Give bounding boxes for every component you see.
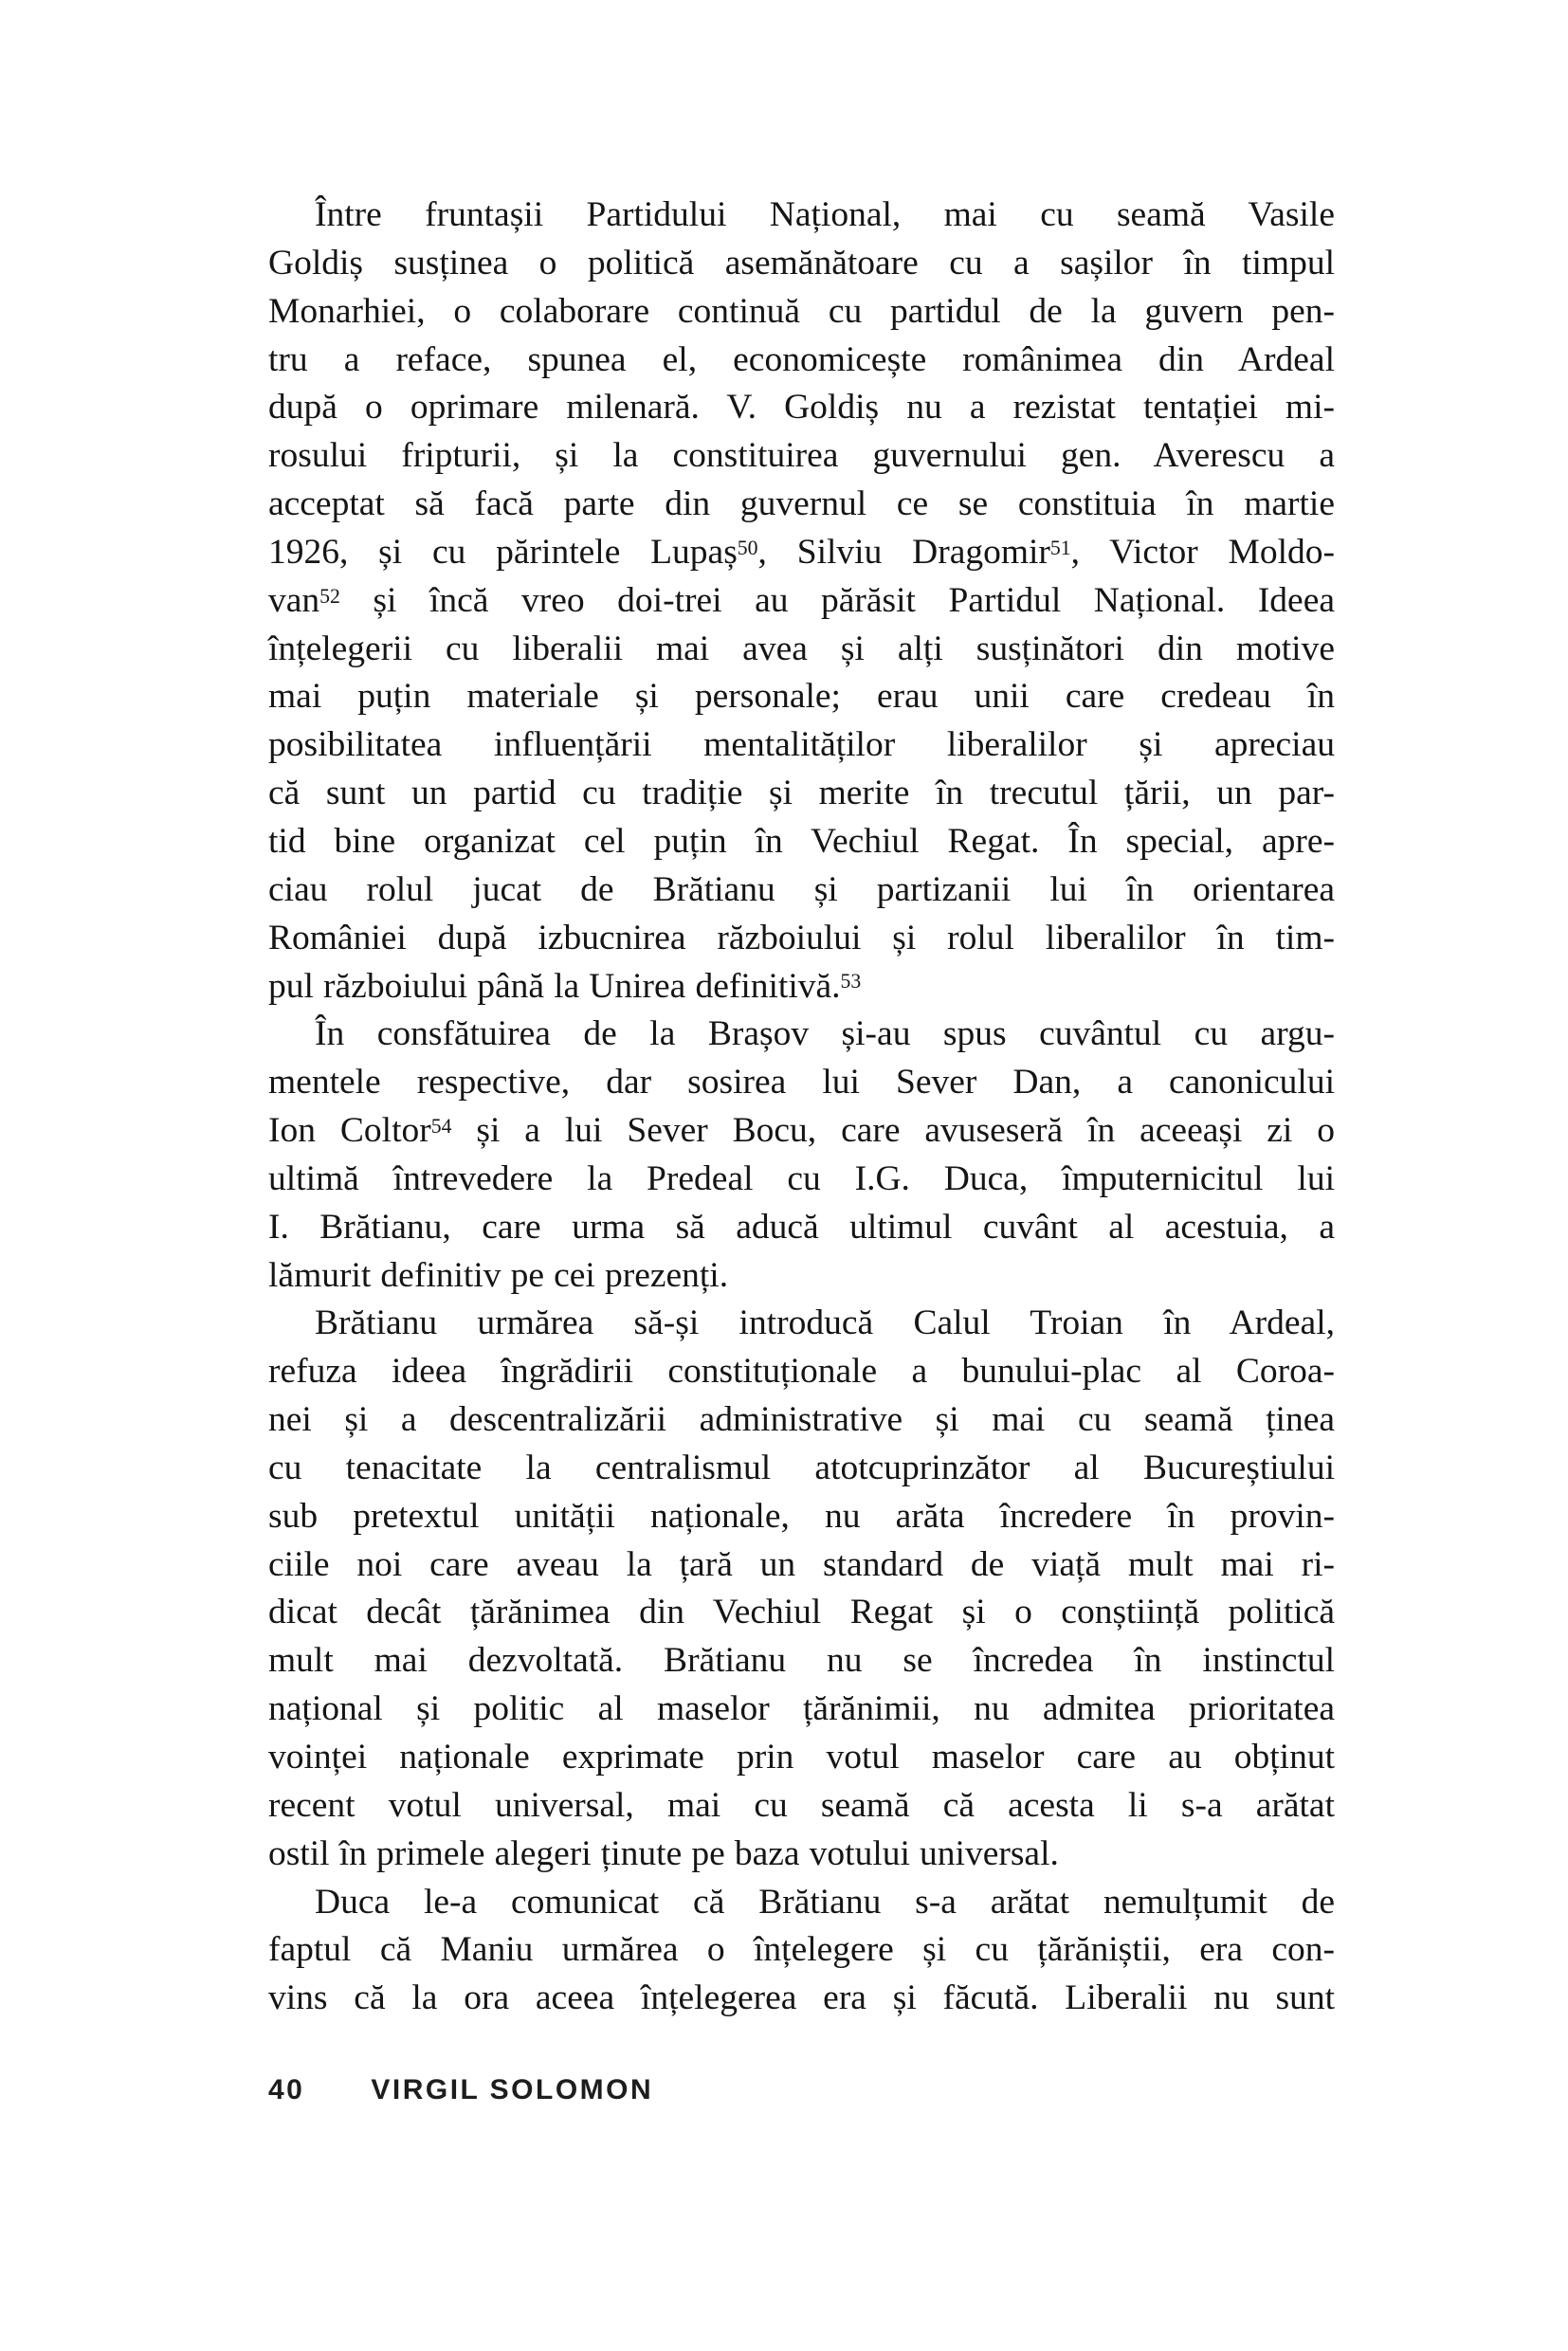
text-line: tid bine organizat cel puțin în Vechiul Regat. În special, apre- — [268, 821, 1335, 861]
text-line: Brătianu urmărea să-și introducă Calul Troian în Ardeal, — [315, 1303, 1335, 1343]
text-line: mai puțin materiale și personale; erau unii care credeau în — [268, 677, 1335, 717]
text-line: sub pretextul unității naționale, nu arăta încredere în provin- — [268, 1496, 1335, 1536]
text-line: posibilitatea influențării mentalităților liberalilor și apreciau — [268, 725, 1335, 765]
text-line: ultimă întrevedere la Predeal cu I.G. Duca, împuternicitul lui — [268, 1158, 1335, 1198]
page-footer — [268, 2074, 653, 2106]
text-line: În consfătuirea de la Brașov și-au spus cuvântul cu argu- — [315, 1014, 1335, 1054]
text-line: mult mai dezvoltată. Brătianu nu se încredea în instinctul — [268, 1641, 1335, 1681]
text-line: recent votul universal, mai cu seamă că acesta li s-a arătat — [268, 1785, 1335, 1825]
text-line: dicat decât țărănimea din Vechiul Regat și o conștiință politică — [268, 1593, 1335, 1632]
running-title: VIRGIL SOLOMON — [371, 2074, 654, 2105]
footnote-marker: 51 — [1049, 536, 1071, 559]
text-line: cu tenacitate la centralismul atotcuprinzător al Bucureștiului — [268, 1448, 1335, 1487]
text-line: nei și a descentralizării administrative și mai cu seamă ținea — [268, 1400, 1335, 1440]
text-line: Duca le-a comunicat că Brătianu s-a arătat nemulțumit de — [315, 1882, 1335, 1922]
text-line: Ion Coltor$^{54}$ și a lui Sever Bocu, care avuseseră în aceeași zi o — [268, 1111, 1335, 1151]
text-line: înțelegerii cu liberalii mai avea și alți susținători din motive — [268, 629, 1335, 668]
footnote-marker: 50 — [737, 536, 758, 559]
text-line: 1926, și cu părintele Lupaș$^{50}$, Silviu Dragomir$^{51}$, Victor Moldo- — [268, 532, 1336, 572]
text-line: lămurit definitiv pe cei prezenți. — [268, 1255, 729, 1295]
text-line: pul războiului până la Unirea definitivă.$^{53}$ — [268, 966, 862, 1006]
text-line: Între fruntașii Partidului Național, mai cu seamă Vasile — [315, 195, 1335, 234]
text-line: I. Brătianu, care urma să aducă ultimul cuvânt al acestuia, a — [268, 1207, 1335, 1247]
text-line: ostil în primele alegeri ținute pe baza votului universal. — [268, 1833, 1059, 1873]
footnote-marker: 54 — [430, 1114, 452, 1138]
text-line: mentele respective, dar sosirea lui Sever Dan, a canonicului — [268, 1063, 1335, 1103]
text-line: național și politic al maselor țărănimii, nu admitea prioritatea — [268, 1689, 1335, 1729]
text-line: după o oprimare milenară. V. Goldiș nu a rezistat tentației mi- — [268, 388, 1335, 428]
footnote-marker: 52 — [319, 584, 340, 608]
text-line: ciau rolul jucat de Brătianu și partizanii lui în orientarea — [268, 869, 1335, 909]
text-line: Monarhiei, o colaborare continuă cu partidul de la guvern pen- — [268, 291, 1335, 331]
paragraph — [268, 1011, 1335, 1300]
page-number: 40 — [268, 2074, 305, 2105]
paragraph — [268, 1300, 1335, 1878]
text-line: voinței naționale exprimate prin votul maselor care au obținut — [268, 1738, 1335, 1777]
text-line: că sunt un partid cu tradiție și merite în trecutul țării, un par- — [268, 774, 1335, 813]
text-line: României după izbucnirea războiului și rolul liberalilor în tim- — [268, 918, 1335, 957]
text-line: ciile noi care aveau la țară un standard de viață mult mai ri- — [268, 1544, 1335, 1584]
paragraph — [268, 1879, 1335, 2024]
paragraph — [268, 191, 1335, 1011]
text-line: refuza ideea îngrădirii constituționale a bunului-plac al Coroa- — [268, 1352, 1335, 1392]
body-text-block — [268, 191, 1335, 2023]
text-line: faptul că Maniu urmărea o înțelegere și cu țărăniștii, era con- — [268, 1930, 1335, 1970]
text-line: vins că la ora aceea înțelegerea era și făcută. Liberalii nu sunt — [268, 1978, 1335, 2018]
text-line: Goldiș susținea o politică asemănătoare cu a sașilor în timpul — [268, 243, 1335, 282]
text-line: rosului fripturii, și la constituirea guvernului gen. Averescu a — [268, 436, 1335, 476]
footnote-marker: 53 — [840, 970, 862, 993]
text-line: acceptat să facă parte din guvernul ce se constituia în martie — [268, 484, 1335, 524]
text-line: van$^{52}$ și încă vreo doi-trei au părăsit Partidul Național. Ideea — [268, 580, 1335, 620]
text-line: tru a reface, spunea el, economicește românimea din Ardeal — [268, 339, 1335, 379]
